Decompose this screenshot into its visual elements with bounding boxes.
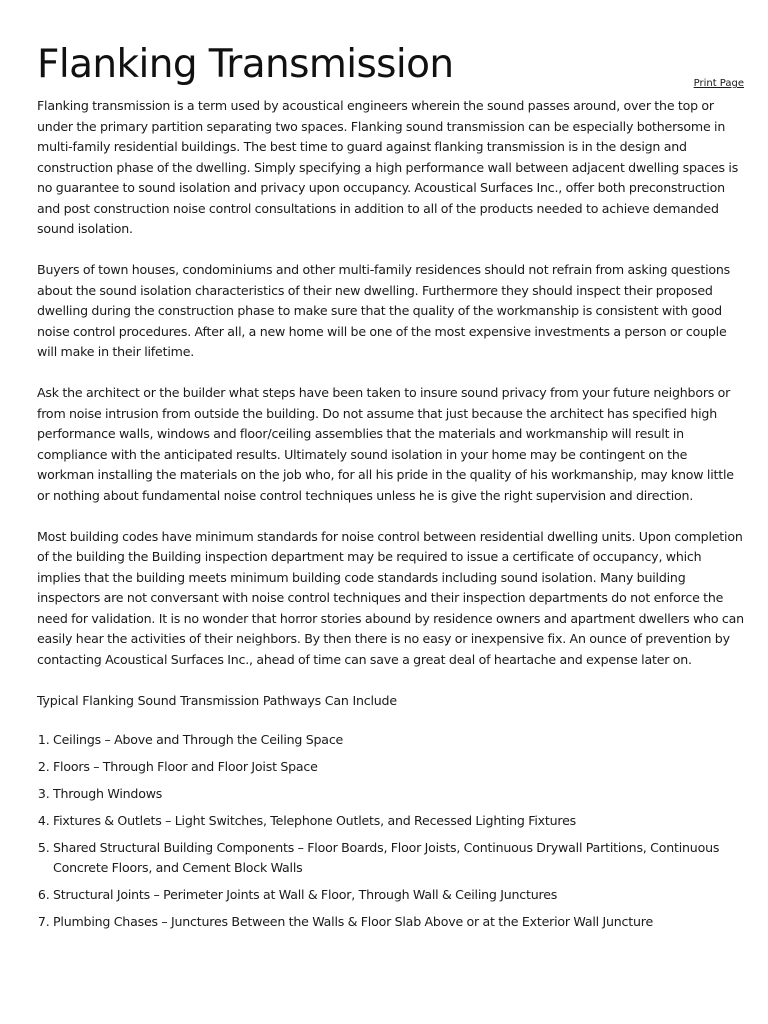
- list-item: 3. Through Windows: [53, 784, 744, 804]
- page-title: Flanking Transmission: [37, 42, 454, 87]
- paragraph-intro: Flanking transmission is a term used by acoustical engineers wherein the sound passes around, over the top or under the primary partition separating two spaces. Flanking sound transmission can be especially bothersome in multi-family residential buildings. The best time to guard against flanking transmission is in the design and construction phase of the dwelling. Simply specifying a high performance wall between adjacent dwelling spaces is no guarantee to sound isolation and privacy upon occupancy. Acoustical Surfaces Inc., offer both preconstruction and post construction noise control consultations in addition to all of the products needed to achieve demanded sound isolation.: [37, 98, 739, 236]
- header: [37, 40, 744, 96]
- list-item: 7. Plumbing Chases – Junctures Between the Walls & Floor Slab Above or at the Exterior Wall Juncture: [53, 912, 744, 932]
- list-item: 1. Ceilings – Above and Through the Ceiling Space: [53, 730, 744, 750]
- paragraph-buyers: Buyers of town houses, condominiums and other multi-family residences should not refrain from asking questions about the sound isolation characteristics of their new dwelling. Furthermore they should inspect their proposed dwelling during the construction phase to make sure that the quality of the workmanship is consistent with good noise control procedures. After all, a new home will be one of the most expensive investments a person or couple will make in their lifetime.: [37, 262, 731, 359]
- list-item: 4. Fixtures & Outlets – Light Switches, Telephone Outlets, and Recessed Lighting Fixtures: [53, 811, 744, 831]
- paragraph-architect: Ask the architect or the builder what steps have been taken to insure sound privacy from your future neighbors or from noise intrusion from outside the building. Do not assume that just because the architect has specified high performance walls, windows and floor/ceiling assemblies that the materials and workmanship will result in compliance with the anticipated results. Ultimately sound isolation in your home may be contingent on the workman installing the materials on the job who, for all his pride in the quality of his workmanship, may know little or nothing about fundamental noise control techniques unless he is give the right supervision and direction.: [37, 385, 734, 503]
- list-item: 5. Shared Structural Building Components – Floor Boards, Floor Joists, Continuous Drywall Partitions, Continuous Concrete Floors, and Cement Block Walls: [53, 838, 744, 878]
- paragraph-building-codes: Most building codes have minimum standards for noise control between residential dwelling units. Upon completion of the building the Building inspection department may be required to issue a certificate of occupancy, which implies that the building meets minimum building code standards including sound isolation. Many building inspectors are not conversant with noise control techniques and their inspection departments do not enforce the need for validation. It is no wonder that horror stories abound by residence owners and apartment dwellers who can easily hear the activities of their neighbors. By then there is no easy or inexpensive fix. An ounce of prevention by contacting Acoustical Surfaces Inc., ahead of time can save a great deal of heartache and expense later on.: [37, 528, 744, 667]
- list-item: 6. Structural Joints – Perimeter Joints at Wall & Floor, Through Wall & Ceiling Junctures: [53, 885, 744, 905]
- pathways-list: [37, 730, 744, 932]
- print-page-link[interactable]: Print Page: [693, 78, 744, 89]
- document-page: [37, 40, 744, 939]
- list-item: 2. Floors – Through Floor and Floor Joist Space: [53, 757, 744, 777]
- list-heading: Typical Flanking Sound Transmission Pathways Can Include: [37, 692, 397, 708]
